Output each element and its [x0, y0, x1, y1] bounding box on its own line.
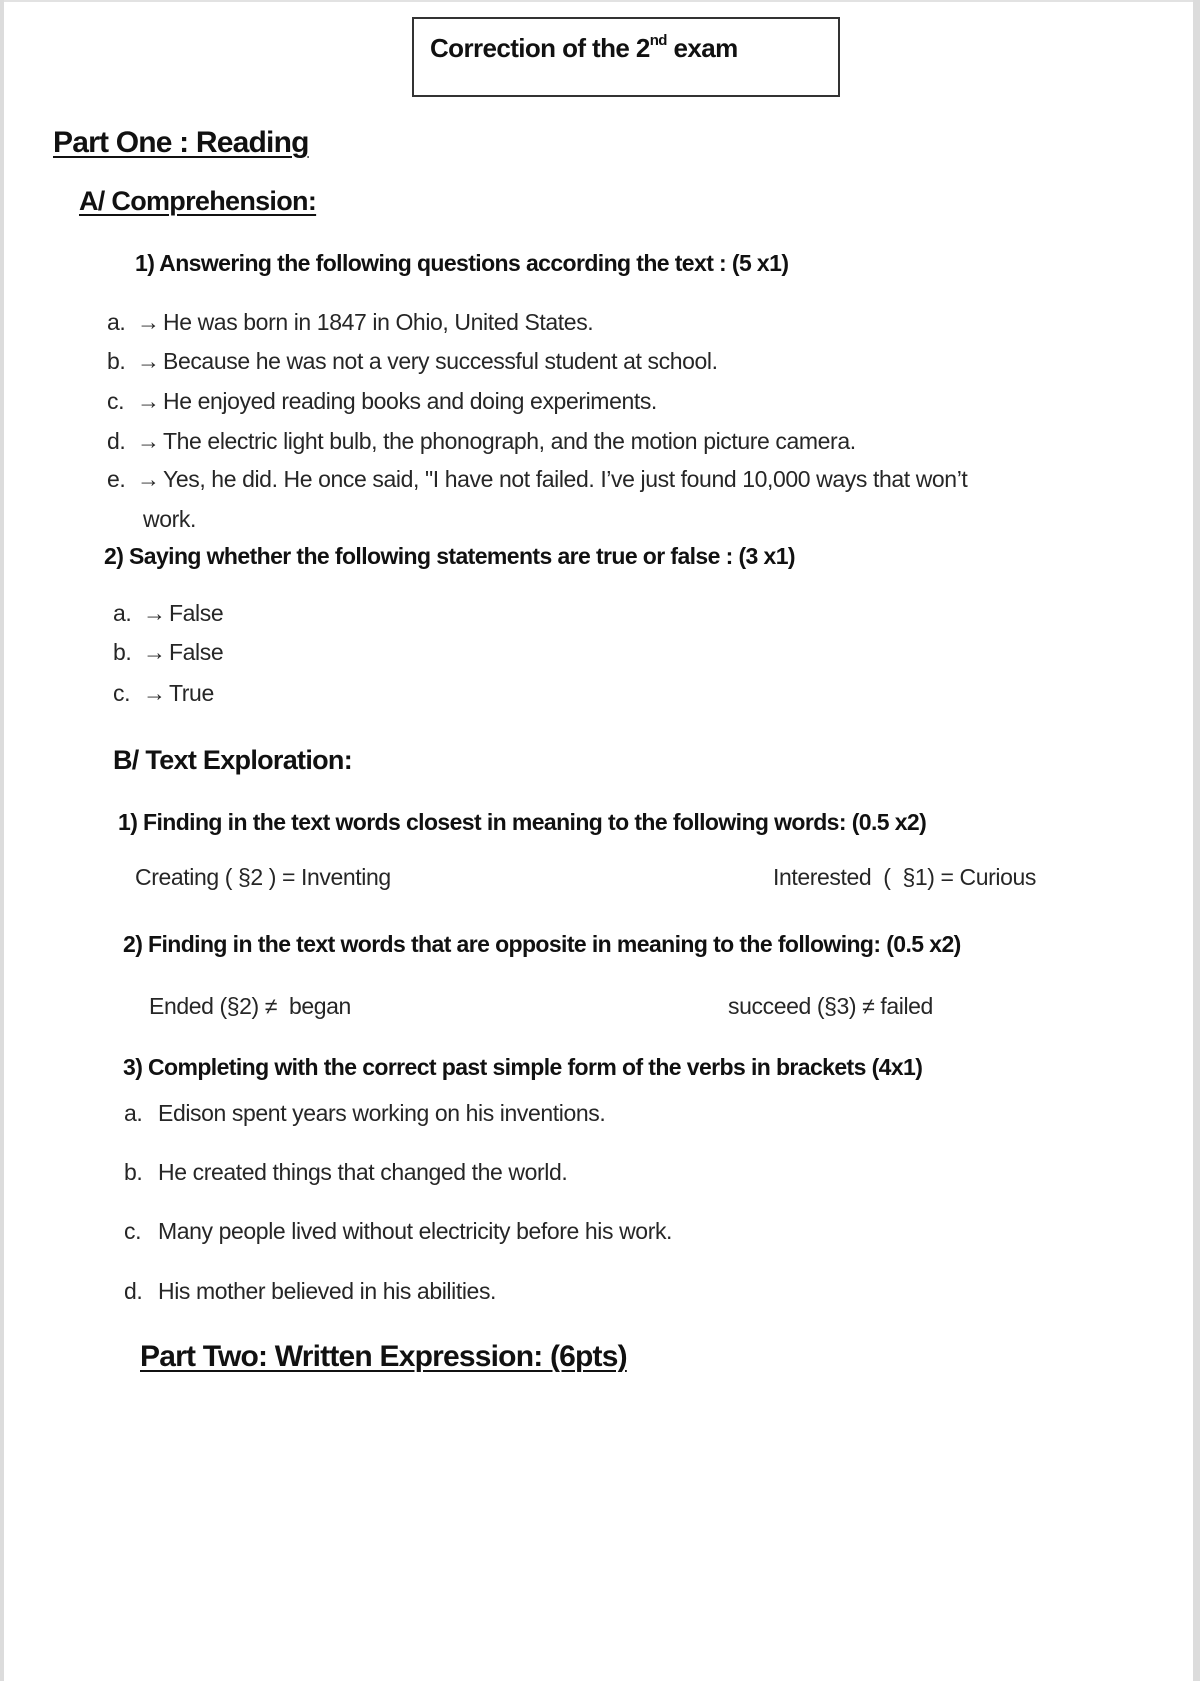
list-marker: d.: [124, 1278, 143, 1304]
answer-text: Edison spent years working on his inventions.: [158, 1100, 606, 1126]
section-a-heading: A/ Comprehension:: [79, 186, 317, 216]
list-item: [107, 468, 967, 491]
list-marker: d.: [107, 428, 126, 454]
arrow-right-icon: →: [137, 348, 160, 374]
list-item: [124, 1102, 605, 1125]
arrow-right-icon: →: [137, 388, 160, 414]
list-item: [113, 682, 214, 705]
answer-text: His mother believed in his abilities.: [158, 1278, 497, 1304]
antonym-pair: succeed (§3) ≠ failed: [728, 993, 933, 1019]
arrow-right-icon: →: [143, 639, 166, 665]
list-marker: a.: [107, 309, 126, 335]
title-suffix: exam: [666, 33, 738, 63]
list-item: [107, 311, 593, 334]
part-one-heading: Part One : Reading: [53, 126, 309, 159]
list-item: [107, 350, 718, 373]
title-prefix: Correction of the 2: [430, 33, 650, 63]
list-marker: e.: [107, 466, 126, 492]
answer-text: False: [169, 600, 224, 626]
arrow-right-icon: →: [137, 309, 160, 335]
page-top-edge: [0, 0, 1200, 2]
arrow-right-icon: →: [143, 600, 166, 626]
list-item: [124, 1280, 496, 1303]
list-marker: b.: [124, 1159, 143, 1185]
q1-heading: 1) Answering the following questions according the text : (5 x1): [135, 250, 789, 276]
answer-continuation: work.: [143, 506, 196, 532]
answer-text: He enjoyed reading books and doing experiments.: [163, 388, 657, 414]
title-superscript: nd: [649, 32, 667, 50]
document-title: [430, 33, 738, 64]
list-item: [107, 390, 657, 413]
b-q3-heading: 3) Completing with the correct past simple form of the verbs in brackets (4x1): [123, 1054, 923, 1080]
answer-text: False: [169, 639, 224, 665]
antonym-pair: Ended (§2) ≠ began: [149, 993, 351, 1019]
list-marker: b.: [107, 348, 126, 374]
q2-heading: 2) Saying whether the following statements are true or false : (3 x1): [104, 543, 795, 569]
list-item: [113, 602, 223, 625]
answer-text: The electric light bulb, the phonograph, and the motion picture camera.: [163, 428, 856, 454]
page-right-edge: [1193, 0, 1200, 1681]
answer-text: Yes, he did. He once said, "I have not failed. I’ve just found 10,000 ways that won’t: [163, 466, 968, 492]
list-item: [124, 1220, 672, 1243]
section-b-heading: B/ Text Exploration:: [113, 745, 353, 775]
list-item: [113, 641, 223, 664]
arrow-right-icon: →: [137, 466, 160, 492]
part-two-heading: Part Two: Written Expression: (6pts): [140, 1340, 627, 1373]
answer-text: True: [169, 680, 214, 706]
list-marker: a.: [124, 1100, 143, 1126]
list-marker: c.: [107, 388, 125, 414]
list-marker: b.: [113, 639, 132, 665]
b-q2-heading: 2) Finding in the text words that are opposite in meaning to the following: (0.5 x2): [123, 931, 961, 957]
answer-text: Because he was not a very successful student at school.: [163, 348, 718, 374]
list-item: [107, 430, 856, 453]
list-item: [124, 1161, 567, 1184]
page-left-edge: [0, 0, 4, 1681]
synonym-pair: Interested ( §1) = Curious: [773, 864, 1037, 890]
answer-text: Many people lived without electricity before his work.: [158, 1218, 673, 1244]
list-marker: c.: [113, 680, 131, 706]
synonym-pair: Creating ( §2 ) = Inventing: [135, 864, 391, 890]
title-box: [412, 17, 840, 97]
list-marker: a.: [113, 600, 132, 626]
answer-text: He created things that changed the world.: [158, 1159, 568, 1185]
arrow-right-icon: →: [143, 680, 166, 706]
list-marker: c.: [124, 1218, 142, 1244]
arrow-right-icon: →: [137, 428, 160, 454]
answer-text: He was born in 1847 in Ohio, United States.: [163, 309, 594, 335]
b-q1-heading: 1) Finding in the text words closest in meaning to the following words: (0.5 x2): [118, 809, 927, 835]
